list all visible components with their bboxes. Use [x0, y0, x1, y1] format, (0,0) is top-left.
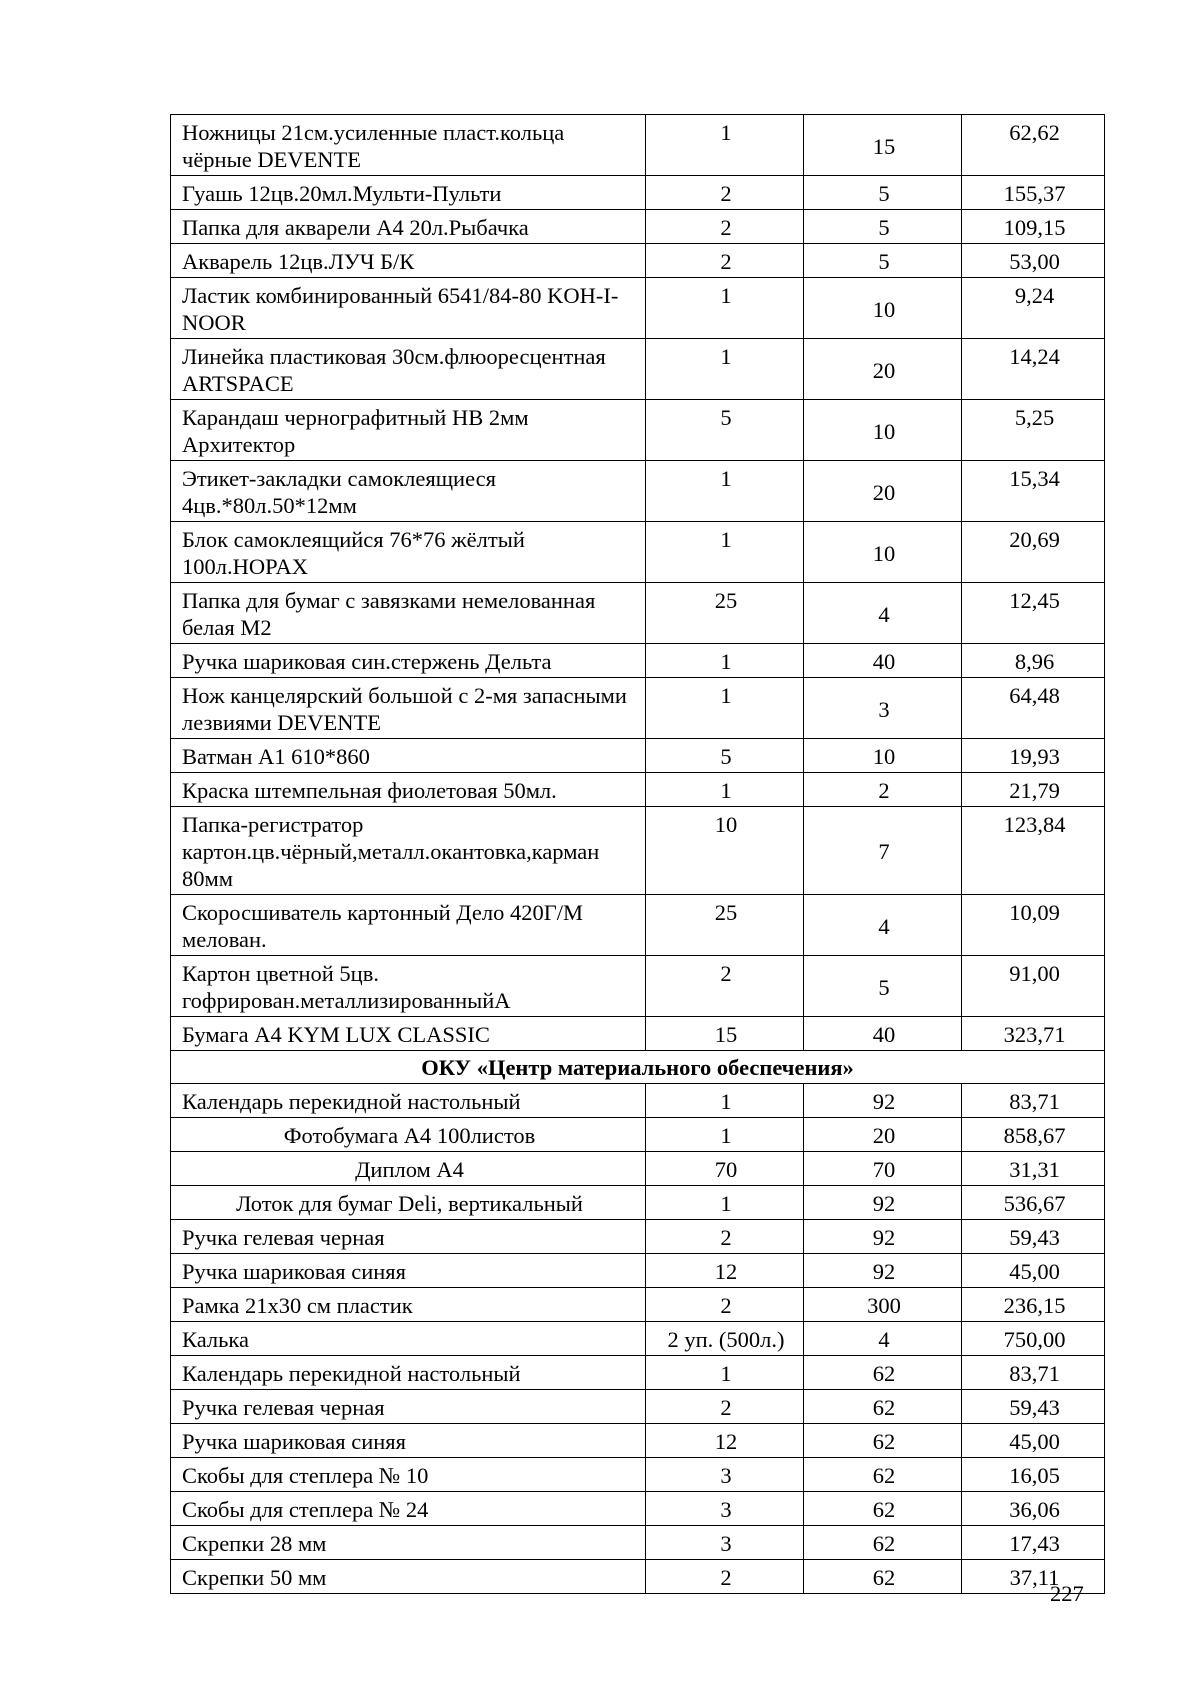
quantity-cell: 3: [646, 1492, 804, 1526]
count-cell: 70: [804, 1152, 962, 1186]
table-row: [171, 807, 1105, 895]
price-cell: 16,05: [962, 1458, 1105, 1492]
quantity-cell: 2: [646, 1560, 804, 1594]
price-cell: 45,00: [962, 1254, 1105, 1288]
item-name-cell: Папка для бумаг с завязками немелованная белая М2: [171, 583, 646, 644]
price-cell: 155,37: [962, 176, 1105, 210]
count-cell: 92: [804, 1254, 962, 1288]
quantity-cell: 2: [646, 210, 804, 244]
table-row: [171, 895, 1105, 956]
table-row: [171, 210, 1105, 244]
count-cell: 4: [804, 1322, 962, 1356]
table-row: [171, 1424, 1105, 1458]
count-cell: 2: [804, 773, 962, 807]
table-row: [171, 339, 1105, 400]
quantity-cell: 1: [646, 1118, 804, 1152]
item-name-cell: Картон цветной 5цв. гофрирован.металлизированныйА: [171, 956, 646, 1017]
quantity-cell: 1: [646, 1186, 804, 1220]
price-cell: 109,15: [962, 210, 1105, 244]
quantity-cell: 1: [646, 278, 804, 339]
quantity-cell: 2: [646, 244, 804, 278]
item-name-cell: Папка для акварели А4 20л.Рыбачка: [171, 210, 646, 244]
table-row: [171, 644, 1105, 678]
count-cell: 62: [804, 1458, 962, 1492]
price-cell: 8,96: [962, 644, 1105, 678]
item-name-cell: Ручка гелевая черная: [171, 1390, 646, 1424]
price-cell: 323,71: [962, 1017, 1105, 1051]
item-name-cell: Акварель 12цв.ЛУЧ Б/К: [171, 244, 646, 278]
quantity-cell: 15: [646, 1017, 804, 1051]
table-row: [171, 461, 1105, 522]
quantity-cell: 1: [646, 773, 804, 807]
item-name-cell: Скрепки 28 мм: [171, 1526, 646, 1560]
price-cell: 36,06: [962, 1492, 1105, 1526]
price-cell: 20,69: [962, 522, 1105, 583]
table-row: [171, 678, 1105, 739]
item-name-cell: Этикет-закладки самоклеящиеся 4цв.*80л.50*12мм: [171, 461, 646, 522]
count-cell: 92: [804, 1220, 962, 1254]
quantity-cell: 1: [646, 115, 804, 176]
quantity-cell: 1: [646, 1084, 804, 1118]
table-row: [171, 956, 1105, 1017]
supplies-table: [170, 114, 1105, 1594]
count-cell: 10: [804, 400, 962, 461]
quantity-cell: 2 уп. (500л.): [646, 1322, 804, 1356]
table-row: [171, 522, 1105, 583]
price-cell: 64,48: [962, 678, 1105, 739]
count-cell: 10: [804, 278, 962, 339]
item-name-cell: Блок самоклеящийся 76*76 жёлтый 100л.HOPAX: [171, 522, 646, 583]
table-row: [171, 1458, 1105, 1492]
quantity-cell: 2: [646, 1390, 804, 1424]
item-name-cell: Ручка гелевая черная: [171, 1220, 646, 1254]
table-row: [171, 278, 1105, 339]
item-name-cell: Скобы для степлера № 10: [171, 1458, 646, 1492]
price-cell: 14,24: [962, 339, 1105, 400]
table-row: [171, 739, 1105, 773]
item-name-cell: Календарь перекидной настольный: [171, 1356, 646, 1390]
table-row: [171, 1322, 1105, 1356]
price-cell: 21,79: [962, 773, 1105, 807]
count-cell: 40: [804, 1017, 962, 1051]
item-name-cell: Карандаш чернографитный НВ 2мм Архитектор: [171, 400, 646, 461]
table-row: [171, 1017, 1105, 1051]
price-cell: 83,71: [962, 1084, 1105, 1118]
item-name-cell: Диплом А4: [171, 1152, 646, 1186]
price-cell: 12,45: [962, 583, 1105, 644]
table-row: [171, 1526, 1105, 1560]
price-cell: 15,34: [962, 461, 1105, 522]
item-name-cell: Ручка шариковая синяя: [171, 1254, 646, 1288]
quantity-cell: 12: [646, 1424, 804, 1458]
table-row: [171, 1356, 1105, 1390]
price-cell: 59,43: [962, 1390, 1105, 1424]
item-name-cell: Гуашь 12цв.20мл.Мульти-Пульти: [171, 176, 646, 210]
quantity-cell: 1: [646, 644, 804, 678]
count-cell: 4: [804, 895, 962, 956]
table-row: [171, 1288, 1105, 1322]
table-row: [171, 583, 1105, 644]
price-cell: 91,00: [962, 956, 1105, 1017]
price-cell: 59,43: [962, 1220, 1105, 1254]
quantity-cell: 5: [646, 400, 804, 461]
table-row: [171, 1492, 1105, 1526]
price-cell: 750,00: [962, 1322, 1105, 1356]
table-row: [171, 1152, 1105, 1186]
table-row: [171, 1220, 1105, 1254]
table-row: [171, 115, 1105, 176]
quantity-cell: 2: [646, 176, 804, 210]
table-row: [171, 1560, 1105, 1594]
table-row: [171, 244, 1105, 278]
price-cell: 83,71: [962, 1356, 1105, 1390]
count-cell: 5: [804, 210, 962, 244]
item-name-cell: Ластик комбинированный 6541/84-80 KOH-I-NOOR: [171, 278, 646, 339]
table-row: [171, 1118, 1105, 1152]
count-cell: 20: [804, 1118, 962, 1152]
item-name-cell: Фотобумага А4 100листов: [171, 1118, 646, 1152]
item-name-cell: Ножницы 21см.усиленные пласт.кольца чёрные DEVENTE: [171, 115, 646, 176]
quantity-cell: 25: [646, 583, 804, 644]
quantity-cell: 1: [646, 1356, 804, 1390]
table-row: [171, 773, 1105, 807]
count-cell: 7: [804, 807, 962, 895]
count-cell: 62: [804, 1560, 962, 1594]
item-name-cell: Лоток для бумаг Deli, вертикальный: [171, 1186, 646, 1220]
item-name-cell: Ручка шариковая син.стержень Дельта: [171, 644, 646, 678]
count-cell: 62: [804, 1424, 962, 1458]
count-cell: 62: [804, 1526, 962, 1560]
price-cell: 62,62: [962, 115, 1105, 176]
table-row: [171, 400, 1105, 461]
item-name-cell: Ватман А1 610*860: [171, 739, 646, 773]
quantity-cell: 25: [646, 895, 804, 956]
quantity-cell: 1: [646, 678, 804, 739]
count-cell: 20: [804, 339, 962, 400]
quantity-cell: 1: [646, 461, 804, 522]
quantity-cell: 2: [646, 1288, 804, 1322]
price-cell: 10,09: [962, 895, 1105, 956]
item-name-cell: Папка-регистратор картон.цв.чёрный,металл.окантовка,карман 80мм: [171, 807, 646, 895]
section-title: ОКУ «Центр материального обеспечения»: [171, 1051, 1105, 1084]
table-row: [171, 1390, 1105, 1424]
price-cell: 9,24: [962, 278, 1105, 339]
quantity-cell: 10: [646, 807, 804, 895]
section-header-row: [171, 1051, 1105, 1084]
count-cell: 62: [804, 1492, 962, 1526]
count-cell: 92: [804, 1084, 962, 1118]
count-cell: 5: [804, 176, 962, 210]
quantity-cell: 3: [646, 1526, 804, 1560]
count-cell: 10: [804, 739, 962, 773]
count-cell: 5: [804, 244, 962, 278]
quantity-cell: 3: [646, 1458, 804, 1492]
count-cell: 92: [804, 1186, 962, 1220]
price-cell: 17,43: [962, 1526, 1105, 1560]
quantity-cell: 1: [646, 522, 804, 583]
item-name-cell: Рамка 21х30 см пластик: [171, 1288, 646, 1322]
price-cell: 536,67: [962, 1186, 1105, 1220]
price-cell: 53,00: [962, 244, 1105, 278]
item-name-cell: Ручка шариковая синяя: [171, 1424, 646, 1458]
count-cell: 62: [804, 1356, 962, 1390]
count-cell: 40: [804, 644, 962, 678]
table-row: [171, 1084, 1105, 1118]
count-cell: 4: [804, 583, 962, 644]
price-cell: 858,67: [962, 1118, 1105, 1152]
price-cell: 31,31: [962, 1152, 1105, 1186]
item-name-cell: Бумага А4 KYM LUX CLASSIC: [171, 1017, 646, 1051]
count-cell: 15: [804, 115, 962, 176]
supplies-table-body: [171, 115, 1105, 1594]
table-row: [171, 1186, 1105, 1220]
count-cell: 300: [804, 1288, 962, 1322]
quantity-cell: 5: [646, 739, 804, 773]
item-name-cell: Нож канцелярский большой с 2-мя запасными лезвиями DEVENTE: [171, 678, 646, 739]
table-row: [171, 176, 1105, 210]
quantity-cell: 70: [646, 1152, 804, 1186]
quantity-cell: 2: [646, 956, 804, 1017]
item-name-cell: Скрепки 50 мм: [171, 1560, 646, 1594]
item-name-cell: Скобы для степлера № 24: [171, 1492, 646, 1526]
count-cell: 5: [804, 956, 962, 1017]
price-cell: 19,93: [962, 739, 1105, 773]
item-name-cell: Краска штемпельная фиолетовая 50мл.: [171, 773, 646, 807]
item-name-cell: Календарь перекидной настольный: [171, 1084, 646, 1118]
price-cell: 236,15: [962, 1288, 1105, 1322]
price-cell: 45,00: [962, 1424, 1105, 1458]
price-cell: 5,25: [962, 400, 1105, 461]
page-number: 227: [1050, 1581, 1084, 1606]
count-cell: 20: [804, 461, 962, 522]
quantity-cell: 12: [646, 1254, 804, 1288]
quantity-cell: 2: [646, 1220, 804, 1254]
item-name-cell: Линейка пластиковая 30см.флюоресцентная ARTSPACE: [171, 339, 646, 400]
quantity-cell: 1: [646, 339, 804, 400]
item-name-cell: Скоросшиватель картонный Дело 420Г/М мелован.: [171, 895, 646, 956]
count-cell: 62: [804, 1390, 962, 1424]
count-cell: 3: [804, 678, 962, 739]
price-cell: 37,11: [962, 1560, 1105, 1594]
item-name-cell: Калька: [171, 1322, 646, 1356]
price-cell: 123,84: [962, 807, 1105, 895]
table-row: [171, 1254, 1105, 1288]
count-cell: 10: [804, 522, 962, 583]
